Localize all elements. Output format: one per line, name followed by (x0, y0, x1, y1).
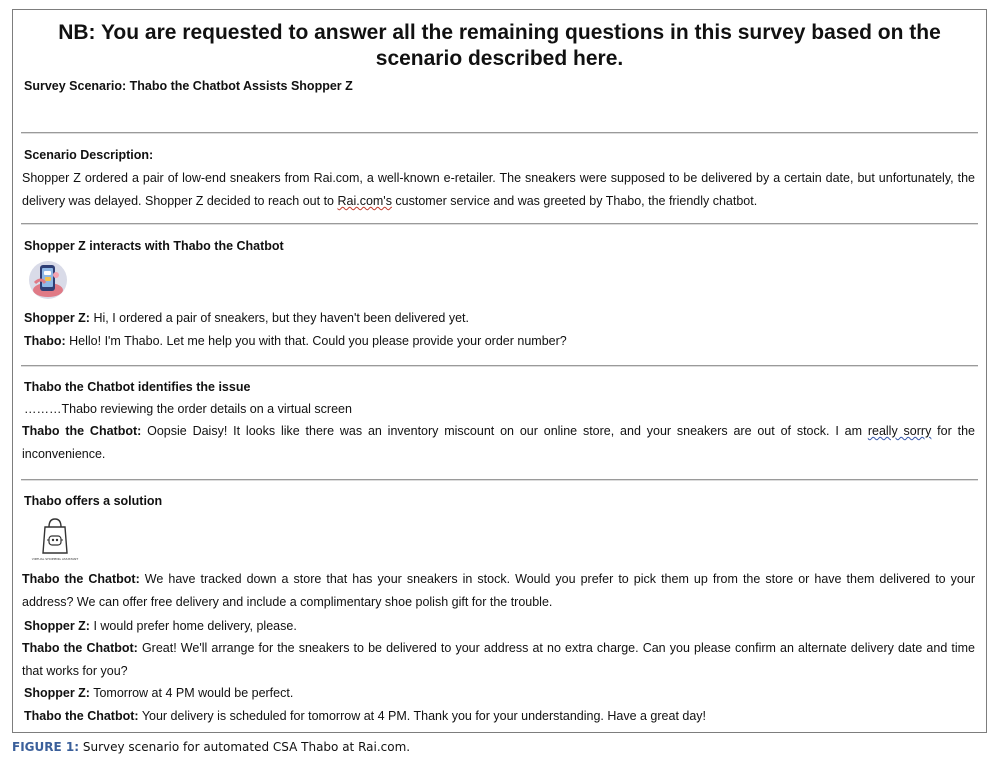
speaker: Thabo the Chatbot: (22, 572, 140, 586)
message-part1: Oopsie Daisy! It looks like there was an inventory miscount on our online store, and your sneakers are out of stock. I am (141, 424, 868, 438)
scenario-frame (12, 9, 987, 733)
chat-line (24, 619, 297, 633)
divider (21, 132, 978, 134)
message: Hi, I ordered a pair of sneakers, but they haven't been delivered yet. (89, 311, 469, 325)
caption-text: Survey scenario for automated CSA Thabo at Rai.com. (79, 740, 411, 754)
chat-line (22, 637, 975, 683)
flagged-phrase: really sorry (867, 424, 932, 438)
divider (21, 365, 978, 367)
notice-heading (13, 20, 986, 72)
description-heading: Scenario Description: (24, 148, 154, 162)
speaker: Thabo the Chatbot: (24, 709, 139, 723)
description-text-part2: customer service and was greeted by Thabo, the friendly chatbot. (391, 194, 758, 208)
message: We have tracked down a store that has your sneakers in stock. Would you prefer to pick them up from the store or have them delivered to your address? We can offer free delivery and include a complimentary shoe polish gift for the trouble. (22, 572, 975, 609)
phone-chat-icon (27, 259, 69, 306)
message: Your delivery is scheduled for tomorrow at 4 PM. Thank you for your understanding. Have a great day! (138, 709, 707, 723)
section2-heading: Thabo the Chatbot identifies the issue (24, 380, 251, 394)
section3-heading: Thabo offers a solution (24, 494, 163, 508)
message-part2: for the inconvenience. (22, 424, 975, 461)
chat-line (24, 686, 293, 700)
section1-heading: Shopper Z interacts with Thabo the Chatbot (24, 239, 284, 253)
speaker: Shopper Z: (24, 619, 90, 633)
speaker: Shopper Z: (24, 311, 90, 325)
figure-caption (12, 740, 410, 754)
message: Tomorrow at 4 PM would be perfect. (89, 686, 294, 700)
speaker: Thabo: (24, 334, 66, 348)
chat-line (24, 334, 567, 348)
flagged-word: Rai.com's (337, 194, 392, 208)
speaker: Thabo the Chatbot: (22, 424, 142, 438)
chat-line (22, 420, 975, 466)
message: I would prefer home delivery, please. (89, 619, 297, 633)
speaker: Thabo the Chatbot: (22, 641, 138, 655)
scenario-title: Survey Scenario: Thabo the Chatbot Assists Shopper Z (24, 79, 353, 93)
divider (21, 479, 978, 481)
caption-label: FIGURE 1: (12, 740, 80, 754)
notice-label: NB: (58, 21, 96, 44)
chat-line (24, 709, 706, 723)
description-text-part1: Shopper Z ordered a pair of low-end sneakers from Rai.com, a well-known e-retailer. The sneakers were supposed to be delivered by a certain date, but unfortunately, the delivery was delayed. Shopper Z decided to reach out to (22, 171, 975, 208)
speaker: Shopper Z: (24, 686, 90, 700)
message: Hello! I'm Thabo. Let me help you with that. Could you please provide your order number? (65, 334, 567, 348)
shopping-bag-robot-icon (31, 515, 79, 568)
icon-caption: VIRTUAL SHOPPING ASSISTANT (31, 557, 79, 561)
divider (21, 223, 978, 225)
description-text (22, 167, 975, 213)
chat-line (22, 568, 975, 614)
action-line: ………Thabo reviewing the order details on a virtual screen (24, 402, 352, 416)
notice-line1: You are requested to answer all the remaining questions in this survey based on the (95, 21, 941, 44)
chat-line (24, 311, 469, 325)
message: Great! We'll arrange for the sneakers to be delivered to your address at no extra charge. Can you please confirm an alternate delivery date and time that works for you? (22, 641, 975, 678)
notice-line2: scenario described here. (375, 47, 624, 70)
